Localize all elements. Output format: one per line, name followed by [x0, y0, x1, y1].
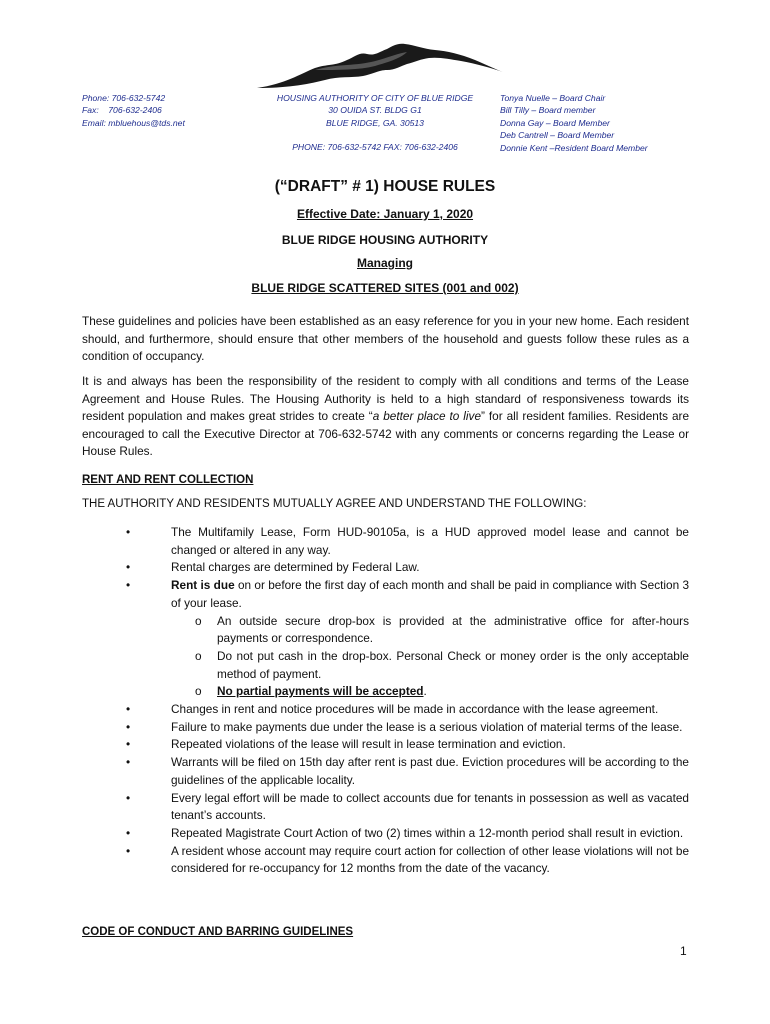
- list-item: • Every legal effort will be made to collect accounts due for tenants in possession as well as vacated tenant’s accounts.: [126, 790, 689, 823]
- list-item: • Repeated violations of the lease will result in lease termination and eviction.: [126, 737, 566, 752]
- list-item: • The Multifamily Lease, Form HUD-90105a, is a HUD approved model lease and cannot be changed or altered in any way.: [126, 525, 689, 557]
- contact-phone: Phone: 706-632-5742: [82, 93, 166, 103]
- list-item: • Changes in rent and notice procedures will be made in accordance with the lease agreement.: [126, 702, 659, 717]
- sub-list-item: o No partial payments will be accepted.: [195, 684, 427, 699]
- list-item: • Rent is due on or before the first day of each month and shall be paid in compliance with Section 3 of your lease. o An outside secure drop-box is provided at the administrative office for after-hours payments or correspondence. o Do not put cash in the drop-box. Personal Check or money order is the only acceptable method of payment. o No partial payments will be accepted.: [82, 577, 689, 701]
- board-member: Donna Gay – Board Member: [500, 117, 610, 128]
- org-phone-fax: PHONE: 706-632-5742 FAX: 706-632-2406: [292, 142, 458, 153]
- agreement-statement: THE AUTHORITY AND RESIDENTS MUTUALLY AGREE AND UNDERSTAND THE FOLLOWING:: [82, 498, 587, 510]
- sub-list-item: o Do not put cash in the drop-box. Personal Check or money order is the only acceptable method of payment.: [195, 648, 689, 681]
- authority-name: BLUE RIDGE HOUSING AUTHORITY: [281, 233, 489, 247]
- list-item: • Warrants will be filed on 15th day after rent is past due. Eviction procedures will be according to the guidelines of the applicable locality.: [126, 755, 689, 787]
- board-member: Donnie Kent –Resident Board Member: [500, 142, 648, 153]
- address-block: [255, 92, 495, 154]
- list-item: • Failure to make payments due under the lease is a serious violation of material terms of the lease.: [126, 719, 683, 734]
- sites-title: BLUE RIDGE SCATTERED SITES (001 and 002): [251, 281, 519, 295]
- page-number: 1: [680, 944, 687, 958]
- org-city: BLUE RIDGE, GA. 30513: [326, 117, 424, 128]
- conduct-section-heading: CODE OF CONDUCT AND BARRING GUIDELINES: [82, 926, 354, 938]
- intro-paragraph-1: These guidelines and policies have been established as an easy reference for you in your new home. Each resident should, and furthermore, should ensure that other members of the household and guests follow these rules as a condition of occupancy.: [82, 314, 689, 364]
- mountain-logo: [255, 40, 505, 92]
- board-member: Bill Tilly – Board member: [500, 105, 596, 116]
- list-item: • Repeated Magistrate Court Action of two (2) times within a 12-month period shall result in eviction.: [126, 825, 684, 840]
- effective-date: Effective Date: January 1, 2020: [296, 207, 474, 221]
- board-members: [500, 92, 648, 154]
- org-name: HOUSING AUTHORITY OF CITY OF BLUE RIDGE: [276, 93, 474, 103]
- intro-paragraph-2: It is and always has been the responsibility of the resident to comply with all conditions and terms of the Lease Agreement and House Rules. The Housing Authority is held to a high standard of responsiveness towards its resident population and makes great strides to create “a better place to live” for all resident families. Residents are encouraged to call the Executive Director at 706-632-5742 with any comments or concerns regarding the Lease or House Rules.: [82, 374, 689, 459]
- sub-list-item: o An outside secure drop-box is provided at the administrative office for after-hours payments or correspondence.: [195, 613, 689, 646]
- list-item: • A resident whose account may require court action for collection of other lease violations will not be considered for re-occupancy for 12 months from the date of the vacancy.: [126, 843, 689, 876]
- contact-block: [82, 92, 185, 129]
- contact-fax: Fax: 706-632-2406: [82, 105, 162, 116]
- document-title: (“DRAFT” # 1) HOUSE RULES: [274, 178, 496, 195]
- rent-due-sublist: [171, 613, 689, 702]
- board-member: Tonya Nuelle – Board Chair: [500, 93, 606, 103]
- list-item: • Rental charges are determined by Federal Law.: [126, 560, 420, 575]
- motto-text: a better place to live: [372, 409, 482, 424]
- managing-label: Managing: [357, 256, 413, 270]
- org-street: 30 OUIDA ST. BLDG G1: [328, 105, 422, 116]
- board-member: Deb Cantrell – Board Member: [500, 130, 615, 141]
- rent-rules-list: [82, 524, 689, 878]
- contact-email[interactable]: Email: mbluehous@tds.net: [82, 117, 185, 128]
- rent-section-heading: RENT AND RENT COLLECTION: [82, 474, 254, 486]
